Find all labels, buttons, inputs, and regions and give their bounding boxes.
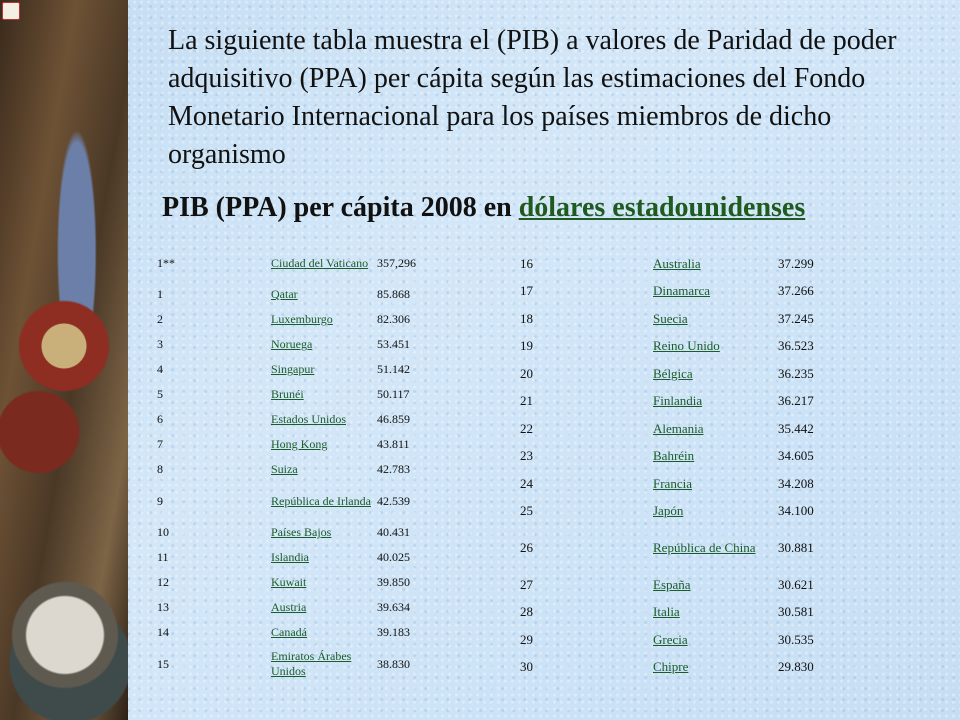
rank-cell: 10	[157, 525, 169, 539]
rank-cell: 12	[157, 575, 169, 589]
gdp-value-cell: 85.868	[377, 287, 410, 301]
table-row	[512, 599, 858, 627]
table-row	[150, 244, 467, 282]
rank-cell: 14	[157, 625, 169, 639]
rank-cell: 4	[157, 362, 163, 376]
rank-cell: 20	[520, 365, 533, 381]
rank-cell: 30	[520, 659, 533, 675]
rank-cell: 16	[520, 255, 533, 271]
rank-cell: 3	[157, 337, 163, 351]
gdp-value-cell: 46.859	[377, 412, 410, 426]
slide-logo-icon	[2, 2, 20, 20]
decorative-photo-strip	[0, 0, 128, 720]
table-row	[150, 407, 467, 432]
table-row	[150, 520, 467, 545]
country-cell	[645, 305, 768, 333]
gdp-value-cell: 40.025	[377, 550, 410, 564]
country-cell	[645, 599, 768, 627]
country-link[interactable]: Dinamarca	[653, 283, 711, 299]
rank-cell: 29	[520, 631, 533, 647]
country-cell	[261, 457, 371, 482]
country-cell	[261, 570, 371, 595]
rank-cell: 19	[520, 338, 533, 354]
currency-link[interactable]: dólares estadounidenses	[518, 192, 806, 223]
table-title	[162, 192, 952, 224]
country-link[interactable]: Estados Unidos	[271, 412, 346, 426]
gdp-value-cell: 34.100	[778, 503, 814, 519]
country-link[interactable]: Canadá	[271, 625, 307, 639]
table-row	[512, 333, 858, 361]
rank-cell: 27	[520, 576, 533, 592]
country-cell	[645, 415, 768, 443]
country-link[interactable]: Alemania	[653, 420, 704, 436]
country-link[interactable]: Países Bajos	[271, 525, 332, 539]
table-row	[150, 645, 467, 683]
country-link[interactable]: Italia	[653, 604, 680, 620]
gdp-value-cell: 43.811	[377, 437, 410, 451]
gdp-value-cell: 30.881	[778, 540, 814, 555]
country-link[interactable]: Suecia	[653, 310, 688, 326]
rank-cell: 5	[157, 387, 163, 401]
table-row	[512, 360, 858, 388]
gdp-value-cell: 39.850	[377, 575, 410, 589]
rank-cell: 15	[157, 656, 169, 671]
country-link[interactable]: España	[653, 576, 691, 592]
rank-cell: 25	[520, 503, 533, 519]
country-cell	[645, 654, 768, 682]
country-link[interactable]: Reino Unido	[653, 338, 720, 354]
gdp-value-cell: 53.451	[377, 337, 410, 351]
gdp-value-cell: 36.217	[778, 393, 814, 409]
country-cell	[645, 571, 768, 599]
country-cell	[645, 333, 768, 361]
country-link[interactable]: Bahréin	[653, 448, 695, 464]
table-row	[512, 498, 858, 526]
gdp-value-cell: 36.235	[778, 365, 814, 381]
table-row	[150, 282, 467, 307]
table-row	[512, 654, 858, 682]
country-cell	[645, 443, 768, 471]
gdp-value-cell: 82.306	[377, 312, 410, 326]
rank-cell: 24	[520, 475, 533, 491]
gdp-value-cell: 35.442	[778, 420, 814, 436]
country-link[interactable]: República de China	[653, 540, 756, 555]
country-cell	[261, 432, 371, 457]
rank-cell: 1	[157, 287, 163, 301]
rank-cell: 23	[520, 448, 533, 464]
rank-cell: 9	[157, 493, 163, 508]
table-row	[150, 457, 467, 482]
country-cell	[261, 595, 371, 620]
gdp-value-cell: 37.245	[778, 310, 814, 326]
gdp-value-cell: 40.431	[377, 525, 410, 539]
table-row	[150, 357, 467, 382]
country-cell	[261, 482, 371, 520]
table-row	[512, 278, 858, 306]
gdp-value-cell: 29.830	[778, 659, 814, 675]
country-cell	[645, 250, 768, 278]
table-row	[512, 571, 858, 599]
country-cell	[645, 525, 768, 571]
gdp-value-cell: 39.634	[377, 600, 410, 614]
title-prefix: PIB (PPA) per cápita 2008 en	[162, 192, 519, 223]
table-row	[150, 595, 467, 620]
rank-cell: 17	[520, 283, 533, 299]
country-link[interactable]: Francia	[653, 475, 692, 491]
country-cell	[645, 498, 768, 526]
country-link[interactable]: Hong Kong	[271, 437, 328, 451]
gdp-value-cell: 37.266	[778, 283, 814, 299]
table-row	[150, 482, 467, 520]
intro-paragraph: La siguiente tabla muestra el (PIB) a valores de Paridad de poder adquisitivo (PPA) per cápita según las estimaciones del Fondo Monetario Internacional para los países miembros de dicho organismo	[168, 25, 897, 170]
gdp-table-left-body	[150, 244, 467, 683]
rank-cell: 26	[520, 540, 533, 555]
gdp-table-right	[512, 250, 858, 681]
country-link[interactable]: Japón	[653, 503, 684, 519]
gdp-value-cell: 36.523	[778, 338, 814, 354]
country-cell	[261, 645, 371, 683]
country-link[interactable]: Luxemburgo	[271, 312, 333, 326]
table-row	[150, 307, 467, 332]
country-cell	[261, 407, 371, 432]
gdp-value-cell: 51.142	[377, 362, 410, 376]
gdp-value-cell: 34.208	[778, 475, 814, 491]
gdp-value-cell: 34.605	[778, 448, 814, 464]
gdp-value-cell: 38.830	[377, 656, 410, 671]
table-row	[150, 620, 467, 645]
country-cell	[261, 520, 371, 545]
country-cell	[261, 307, 371, 332]
country-link[interactable]: Islandia	[271, 550, 309, 564]
country-link[interactable]: Singapur	[271, 362, 315, 376]
country-link[interactable]: Noruega	[271, 337, 313, 351]
country-link[interactable]: Chipre	[653, 659, 689, 675]
country-cell	[645, 360, 768, 388]
country-link[interactable]: Bélgica	[653, 365, 693, 381]
gdp-value-cell: 30.621	[778, 576, 814, 592]
gdp-value-cell: 357,296	[377, 255, 416, 270]
country-cell	[261, 332, 371, 357]
table-row	[512, 250, 858, 278]
rank-cell: 1**	[157, 255, 175, 270]
country-link[interactable]: Grecia	[653, 631, 688, 647]
rank-cell: 11	[157, 550, 169, 564]
rank-cell: 18	[520, 310, 533, 326]
country-link[interactable]: Emiratos Árabes Unidos	[271, 649, 352, 678]
country-link[interactable]: República de Irlanda	[271, 493, 371, 508]
rank-cell: 6	[157, 412, 163, 426]
gdp-value-cell: 50.117	[377, 387, 410, 401]
rank-cell: 28	[520, 604, 533, 620]
table-row	[150, 332, 467, 357]
country-link[interactable]: Ciudad del Vaticano	[271, 255, 369, 270]
country-cell	[261, 620, 371, 645]
country-link[interactable]: Australia	[653, 255, 701, 271]
country-link[interactable]: Qatar	[271, 287, 298, 301]
country-cell	[261, 545, 371, 570]
table-row	[150, 432, 467, 457]
table-row	[512, 470, 858, 498]
table-row	[512, 415, 858, 443]
country-cell	[261, 357, 371, 382]
rank-cell: 7	[157, 437, 163, 451]
country-cell	[645, 278, 768, 306]
gdp-value-cell: 30.535	[778, 631, 814, 647]
table-row	[512, 525, 858, 571]
rank-cell: 8	[157, 462, 163, 476]
gdp-value-cell: 42.783	[377, 462, 410, 476]
rank-cell: 21	[520, 393, 533, 409]
gdp-table-left	[150, 244, 467, 683]
country-link[interactable]: Finlandia	[653, 393, 703, 409]
rank-cell: 2	[157, 312, 163, 326]
table-row	[512, 305, 858, 333]
gdp-value-cell: 30.581	[778, 604, 814, 620]
table-row	[512, 443, 858, 471]
rank-cell: 22	[520, 420, 533, 436]
gdp-table-right-body	[512, 250, 858, 681]
country-cell	[645, 388, 768, 416]
country-cell	[645, 470, 768, 498]
table-row	[150, 382, 467, 407]
table-row	[150, 570, 467, 595]
gdp-value-cell: 42.539	[377, 493, 410, 508]
table-row	[150, 545, 467, 570]
country-cell	[261, 282, 371, 307]
country-link[interactable]: Suiza	[271, 462, 298, 476]
country-cell	[645, 626, 768, 654]
table-row	[512, 626, 858, 654]
country-link[interactable]: Kuwait	[271, 575, 307, 589]
gdp-value-cell: 37.299	[778, 255, 814, 271]
country-link[interactable]: Brunéi	[271, 387, 304, 401]
medal-image	[18, 300, 110, 392]
gdp-value-cell: 39.183	[377, 625, 410, 639]
compass-image	[10, 580, 120, 690]
country-cell	[261, 244, 371, 282]
country-cell	[261, 382, 371, 407]
country-link[interactable]: Austria	[271, 600, 307, 614]
table-row	[512, 388, 858, 416]
rank-cell: 13	[157, 600, 169, 614]
